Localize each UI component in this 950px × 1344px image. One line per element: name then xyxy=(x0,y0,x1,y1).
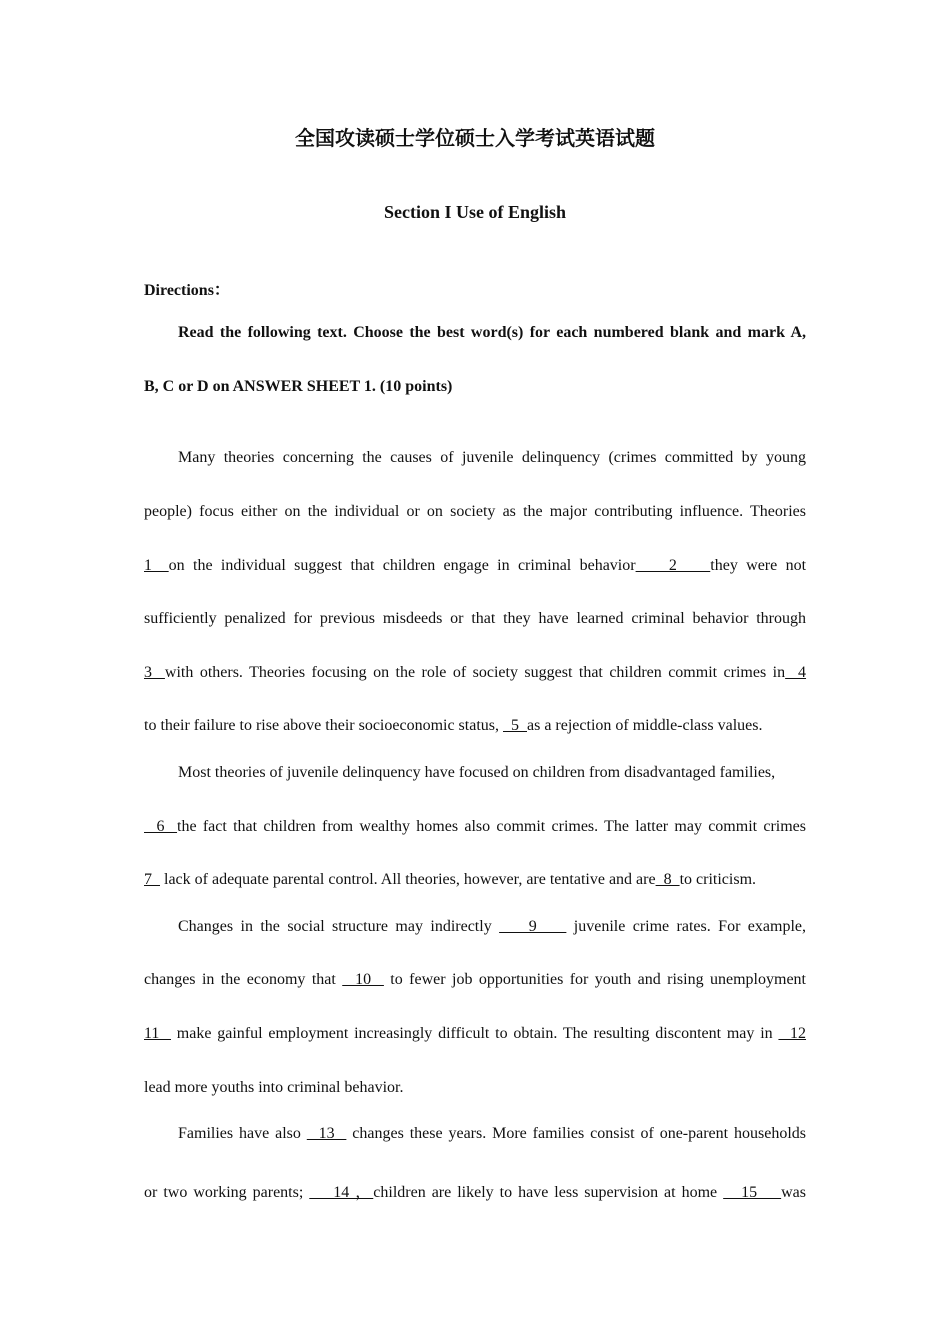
text-line-13: lead more youths into criminal behavior. xyxy=(144,1079,404,1096)
section-heading: Section I Use of English xyxy=(383,202,567,222)
blank-15: 15 xyxy=(723,1184,782,1201)
text-line-6: to their failure to rise above their socioeconomic status, 5 as a rejection of middle-class values. xyxy=(144,717,763,734)
text-line-8: 6 the fact that children from wealthy homes also commit crimes. The latter may commit crimes xyxy=(144,818,807,835)
blank-12: 12 xyxy=(778,1025,807,1042)
blank-11: 11 xyxy=(144,1025,171,1042)
text-line-7: Most theories of juvenile delinquency have focused on children from disadvantaged families, xyxy=(178,764,776,781)
text-line-5: 3 with others. Theories focusing on the role of society suggest that children commit crimes in 4 xyxy=(144,664,807,681)
text-line-9: 7 lack of adequate parental control. All theories, however, are tentative and are 8 to criticism. xyxy=(144,871,757,888)
text-line-1: Many theories concerning the causes of juvenile delinquency (crimes committed by young xyxy=(178,449,806,466)
text-line-10: Changes in the social structure may indirectly 9 juvenile crime rates. For example, xyxy=(178,918,807,935)
blank-10: 10 xyxy=(342,971,384,988)
text-line-4: sufficiently penalized for previous misdeeds or that they have learned criminal behavior through xyxy=(144,610,806,627)
blank-9: 9 xyxy=(499,918,567,935)
directions-label: Directions： xyxy=(144,282,230,299)
blank-13: 13 xyxy=(306,1125,347,1142)
blank-1: 1 xyxy=(144,557,169,574)
blank-3: 3 xyxy=(144,664,165,681)
blank-8: 8 xyxy=(655,871,680,888)
text-line-2: people) focus either on the individual or on society as the major contributing influence. Theories xyxy=(144,503,806,520)
blank-4: 4 xyxy=(785,664,807,681)
blank-6: 6 xyxy=(144,818,178,835)
text-line-12: 11 make gainful employment increasingly difficult to obtain. The resulting discontent may in 12 xyxy=(144,1025,807,1042)
text-line-11: changes in the economy that 10 to fewer job opportunities for youth and rising unemployment xyxy=(144,971,806,988)
blank-5: 5 xyxy=(503,717,527,734)
text-line-3: 1 on the individual suggest that children engage in criminal behavior 2 they were not xyxy=(144,557,807,574)
text-line-14: Families have also 13 changes these years. More families consist of one-parent households xyxy=(178,1125,806,1142)
blank-14: 14 ， xyxy=(309,1184,374,1201)
directions-line-1: Read the following text. Choose the best word(s) for each numbered blank and mark A, xyxy=(178,324,806,341)
directions-line-2: B, C or D on ANSWER SHEET 1. (10 points) xyxy=(144,378,453,395)
exam-title: 全国攻读硕士学位硕士入学考试英语试题 xyxy=(295,126,655,150)
blank-7: 7 xyxy=(144,871,160,888)
text-line-15: or two working parents; 14 ，children are likely to have less supervision at home 15 was xyxy=(144,1184,807,1201)
blank-2: 2 xyxy=(635,557,711,574)
